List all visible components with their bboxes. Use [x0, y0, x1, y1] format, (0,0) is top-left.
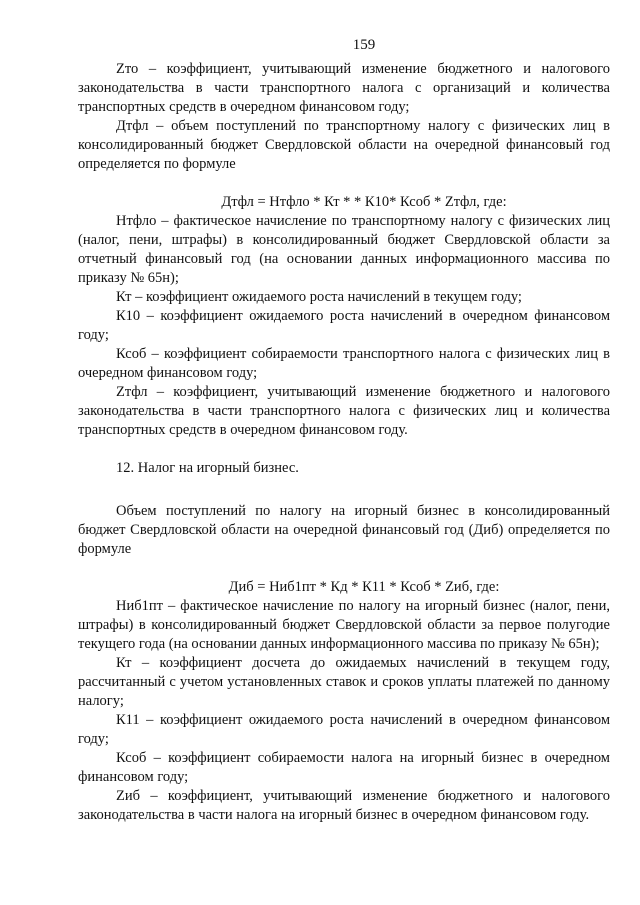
spacer: [78, 440, 610, 459]
paragraph-dib: Объем поступлений по налогу на игорный бизнес в консолидированный бюджет Свердловской области на очередной финансовый год (Диб) определяется по формуле: [78, 503, 610, 557]
paragraph-ntflo: Нтфло – фактическое начисление по транспортному налогу с физических лиц (налог, пени, штрафы) в консолидированный бюджет Свердловской области за отчетный финансовый год (на основании данных информационного массива по приказу № 65н);: [78, 213, 610, 286]
paragraph-dtfl: Дтфл – объем поступлений по транспортному налогу с физических лиц в консолидированный бюджет Свердловской области на очередной финансовый год определяется по формуле: [78, 118, 610, 172]
paragraph-k11: К11 – коэффициент ожидаемого роста начислений в очередном финансовом году;: [78, 712, 610, 747]
spacer: [78, 478, 610, 502]
paragraph-zto: Zто – коэффициент, учитывающий изменение бюджетного и налогового законодательства в части транспортного налога с организаций и количества транспортных средств в очередном финансовом году;: [78, 61, 610, 115]
paragraph-k10: К10 – коэффициент ожидаемого роста начислений в очередном финансовом году;: [78, 308, 610, 343]
spacer: [78, 174, 610, 193]
page-number: 159: [352, 37, 376, 53]
paragraph-ksob: Ксоб – коэффициент собираемости транспортного налога с физических лиц в очередном финансовом году;: [78, 346, 610, 381]
section-heading-12: 12. Налог на игорный бизнес.: [116, 460, 299, 476]
paragraph-nib1pt: Ниб1пт – фактическое начисление по налогу на игорный бизнес (налог, пени, штрафы) в консолидированный бюджет Свердловской области за первое полугодие текущего года (на основании данных информационного массива по приказу № 65н);: [78, 598, 610, 652]
paragraph-kt-doschet: Кт – коэффициент досчета до ожидаемых начислений в текущем году, рассчитанный с учетом установленных ставок и сроков уплаты платежей по данному налогу;: [78, 655, 610, 709]
spacer: [78, 559, 610, 578]
formula-dtfl: Дтфл = Нтфло * Кт * * К10* Ксоб * Zтфл, где:: [221, 194, 507, 210]
paragraph-ksob-ib: Ксоб – коэффициент собираемости налога на игорный бизнес в очередном финансовом году;: [78, 750, 610, 785]
formula-dib: Диб = Ниб1пт * Кд * К11 * Ксоб * Zиб, где:: [228, 579, 500, 595]
paragraph-kt: Кт – коэффициент ожидаемого роста начислений в текущем году;: [116, 289, 522, 305]
paragraph-ztfl: Zтфл – коэффициент, учитывающий изменение бюджетного и налогового законодательства в части транспортного налога с физических лиц и количества транспортных средств в очередном финансовом году.: [78, 384, 610, 438]
paragraph-zib: Zиб – коэффициент, учитывающий изменение бюджетного и налогового законодательства в части налога на игорный бизнес в очередном финансовом году.: [78, 788, 610, 823]
